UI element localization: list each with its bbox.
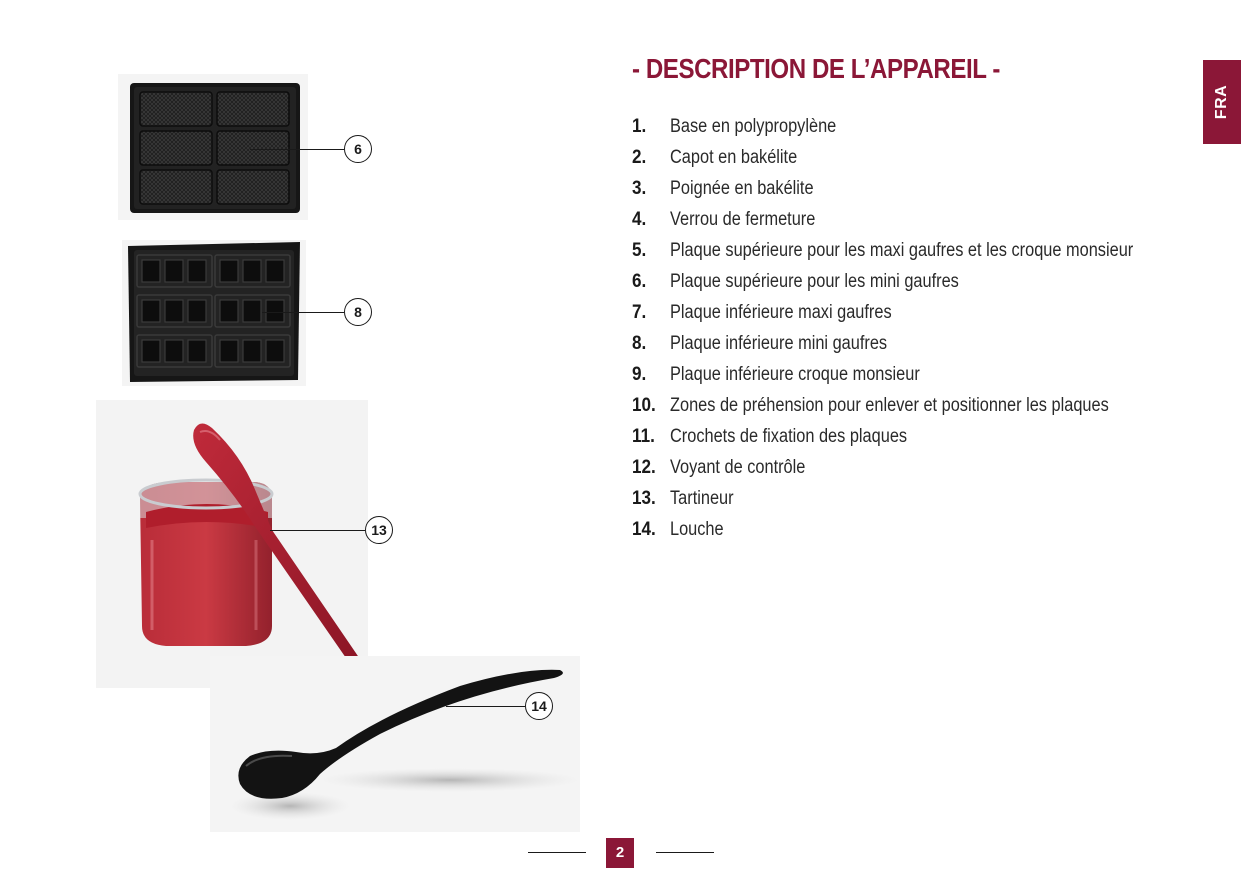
item-text: Base en polypropylène [670, 116, 837, 137]
list-item [632, 206, 1209, 237]
item-number: 10. [632, 395, 656, 416]
list-item [632, 485, 1209, 516]
footer-rule-left [528, 852, 586, 853]
item-text: Poignée en bakélite [670, 178, 814, 199]
callout-badge: 6 [344, 135, 372, 163]
parts-list [632, 113, 1209, 547]
list-item [632, 454, 1209, 485]
list-item [632, 423, 1209, 454]
item-text: Plaque inférieure croque monsieur [670, 364, 920, 385]
language-tab-label: FRA [1213, 84, 1230, 120]
page-title: - DESCRIPTION DE L’APPAREIL - [632, 53, 1000, 84]
list-item [632, 361, 1209, 392]
item-text: Plaque inférieure maxi gaufres [670, 302, 892, 323]
item-text: Crochets de fixation des plaques [670, 426, 908, 447]
item-number: 2. [632, 147, 647, 168]
item-text: Tartineur [670, 488, 734, 509]
item-number: 13. [632, 488, 656, 509]
item-number: 14. [632, 519, 656, 540]
list-item [632, 237, 1209, 268]
item-number: 11. [632, 426, 655, 447]
callout-line-13 [270, 530, 365, 531]
callout-line-6 [250, 149, 344, 150]
item-text: Plaque supérieure pour les maxi gaufres et les croque monsieur [670, 240, 1134, 261]
callout-badge: 14 [525, 692, 553, 720]
ladle-image [210, 656, 580, 832]
spreader-jam-jar-image [96, 400, 368, 688]
page-number: 2 [606, 838, 634, 868]
item-number: 9. [632, 364, 647, 385]
item-text: Zones de préhension pour enlever et positionner les plaques [670, 395, 1109, 416]
mini-waffle-bottom-plate-image [122, 240, 306, 386]
list-item [632, 330, 1209, 361]
list-item [632, 144, 1209, 175]
item-text: Voyant de contrôle [670, 457, 806, 478]
callout-line-14 [446, 706, 525, 707]
item-number: 5. [632, 240, 647, 261]
language-tab [1203, 60, 1241, 144]
item-number: 6. [632, 271, 647, 292]
item-text: Louche [670, 519, 724, 540]
item-number: 3. [632, 178, 647, 199]
item-text: Plaque supérieure pour les mini gaufres [670, 271, 959, 292]
item-text: Capot en bakélite [670, 147, 798, 168]
list-item [632, 299, 1209, 330]
list-item [632, 113, 1209, 144]
item-number: 8. [632, 333, 647, 354]
item-number: 4. [632, 209, 647, 230]
footer-rule-right [656, 852, 714, 853]
list-item [632, 392, 1209, 423]
mini-waffle-top-plate-image [118, 74, 308, 220]
item-number: 1. [632, 116, 647, 137]
item-number: 7. [632, 302, 647, 323]
item-text: Plaque inférieure mini gaufres [670, 333, 888, 354]
item-text: Verrou de fermeture [670, 209, 816, 230]
callout-badge: 8 [344, 298, 372, 326]
list-item [632, 175, 1209, 206]
item-number: 12. [632, 457, 656, 478]
callout-badge: 13 [365, 516, 393, 544]
list-item [632, 268, 1209, 299]
callout-line-8 [262, 312, 344, 313]
list-item [632, 516, 1209, 547]
